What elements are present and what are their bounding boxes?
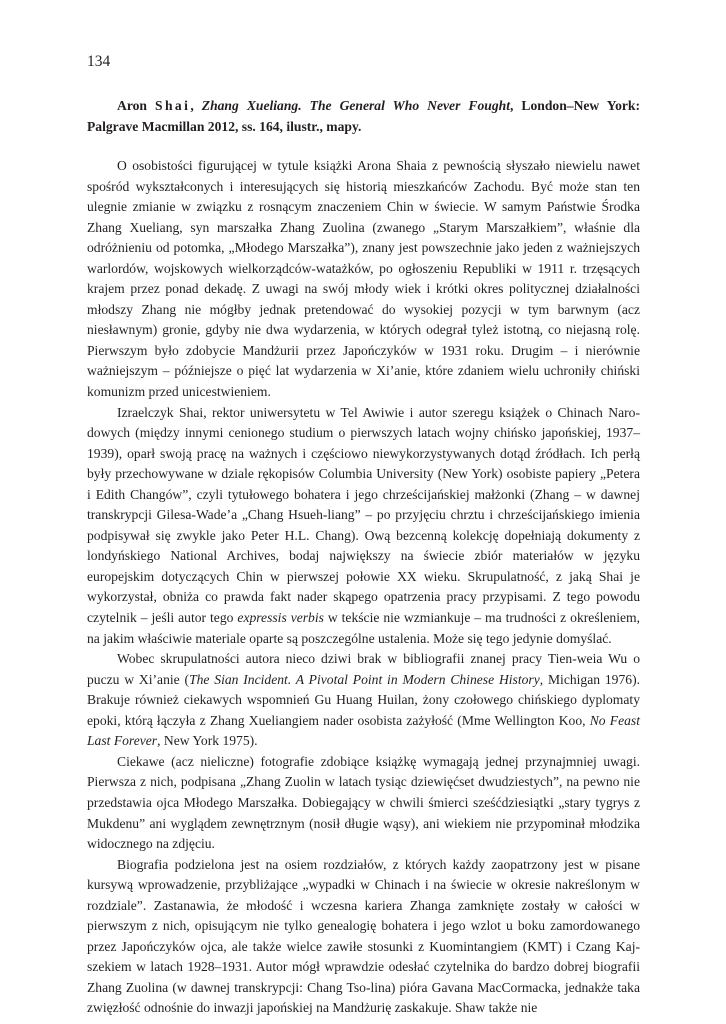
review-body: [87, 156, 640, 1019]
text-run: O osobistości figurującej w tytule książki Arona Shaia z pewnością słyszało niewielu nawet spośród wykształconych i interesujących się historią mieszkańców Zachodu. Być może stan ten ulegnie zmianie w związku z rosnącym znaczeniem Chin w świecie. W samym Państwie Środka Zhang Xueliang, syn marszałka Zhang Zuolina (zwanego „Starym Marszałkiem”, właśnie dla odróżnieniu od potomka, „Młodego Marszałka”), znany jest powszechnie jako jeden z ważniejszych warlordów, wojskowych wielkorządców-watażków, po ogłoszeniu Republiki w 1911 r. trzęsących krajem przez ponad dekadę. Z uwagi na swój młody wiek i krótki okres politycznej działalności młodszy Zhang nie mógłby jednak pretendować do wysokiej pozycji w tym barwnym (acz niesławnym) gronie, gdyby nie dwa wydarzenia, w których odegrał tyleż istotną, co niejasną rolę. Pierwszym było zdobycie Mandżurii przez Japończyków w 1931 roku. Drugim – i nierównie ważniejszym – późniejsze o pięć lat wydarzenia w Xi’anie, które zdaniem wielu uchroniły chiński komunizm przed unicestwieniem.: [87, 158, 640, 400]
paragraph: [87, 156, 640, 403]
text-run: , Michigan 1976). Brakuje również ciekawych wspomnień Gu Huang Huilan, żony czołowego chińskiego dyplomaty epoki, którą łączyła z Zhang Xueliangiem nader osobista zażyłość (Mme Wellington Koo,: [87, 671, 641, 728]
text-run: Ciekawe (acz nieliczne) fotografie zdobiące książkę wymagają jednej przynajmniej uwagi. Pierwsza z nich, podpisana „Zhang Zuolin w latach tysiąc dziewięćset dwudziestych”, na pewno nie przedstawia ojca Młodego Marszałka. Dobiegający w chwili śmierci sześćdziesiątki „stary tygrys z Mukdenu” ani wyglądem zewnętrznym (nosił długie wąsy), ani wiekiem nie przypominał młodzika widocznego na zdjęciu.: [87, 753, 640, 852]
document-page: [87, 52, 640, 1019]
text-run: Biografia podzielona jest na osiem rozdziałów, z których każdy zaopatrzony jest w pisane kursywą wprowadzenie, przybliżające „wypadki w Chinach i na świecie w okresie nakreślonym w rozdziale”. Zastanawia, że młodość i wczesna kariera Zhanga zamknięte zostały w całości w pierwszym z nich, opisującym nie tylko genealogię bohatera i jego wzlot u boku zamordowanego przez Japończyków ojca, ale także wielce zawiłe stosunki z Kuomintangiem (KMT) i Czang Kaj-szekiem w latach 1928–1931. Autor mógł wprawdzie odesłać czytelnika do bardzo dobrej biografii Zhang Zuolina (w dawnej transkrypcji: Chang Tso-lina) pióra Gavana MacCormacka, jednakże taka zwięzłość odnośnie do inwazji japońskiej na Mandżurię zaskakuje. Shaw także nie: [87, 856, 640, 1016]
author-last-name: Shai: [155, 98, 191, 113]
publication-details: , London–New York: Palgrave Macmillan 2012, ss. 164, ilustr., mapy.: [87, 98, 640, 134]
paragraph: [87, 649, 640, 752]
book-title: Zhang Xueliang. The General Who Never Fought: [201, 98, 510, 113]
review-heading: Aron Shai, Zhang Xueliang. The General Who Never Fought, London–New York: Palgrave Macmillan 2012, ss. 164, ilustr., mapy.: [87, 98, 640, 134]
italic-text: No Feast Last Forever: [87, 712, 640, 749]
paragraph: [87, 855, 640, 1019]
italic-text: The Sian Incident. A Pivotal Point in Modern Chinese History: [189, 671, 540, 687]
paragraph: [87, 752, 640, 855]
author-first-name: Aron: [117, 98, 147, 113]
text-run: , New York 1975).: [157, 733, 258, 749]
text-run: w tekście nie wzmiankuje – ma trudności z określeniem, na jakim właściwie materiale oparte są poszczególne ustalenia. Może się tego jedynie domyślać.: [87, 610, 640, 646]
paragraph: [87, 403, 640, 650]
page-number: 134: [87, 53, 111, 70]
text-run: Wobec skrupulatności autora nieco dziwi brak w bibliografii znanej pracy Tien-weia Wu o puczu w Xi’anie (: [87, 651, 640, 687]
italic-text: expressis verbis: [237, 610, 324, 626]
text-run: Izraelczyk Shai, rektor uniwersytetu w Tel Awiwie i autor szeregu książek o Chinach Narodowych (między innymi cenionego studium o pierwszych latach wojny chińsko japońskiej, 1937–1939), oparł swoją pracę na ważnych i częściowo niewykorzystywanych dotąd źródłach. Ich perłą były przechowywane w dziale rękopisów Columbia University (New York) osobiste papiery „Petera i Edith Changów”, czyli tytułowego bohatera i jego chrześcijańskiej małżonki (Zhang – w dawnej transkrypcji Gilesa-Wade’a „Chang Hsueh-liang” – po przyjęciu chrztu i chrześcijańskiego imienia podpisywał się zwykle jako Peter H.L. Chang). Ową bezcenną kolekcję dopełniają dokumenty z londyńskiego National Archives, bodaj największy na świecie zbiór materiałów w języku europejskim dotyczących Chin w pierwszej połowie XX wieku. Skrupulatność, z jaką Shai je wykorzystał, obniża co prawda fakt nader skąpego opatrzenia pracy przypisami. Z tego powodu czytelnik – jeśli autor tego: [87, 404, 640, 626]
